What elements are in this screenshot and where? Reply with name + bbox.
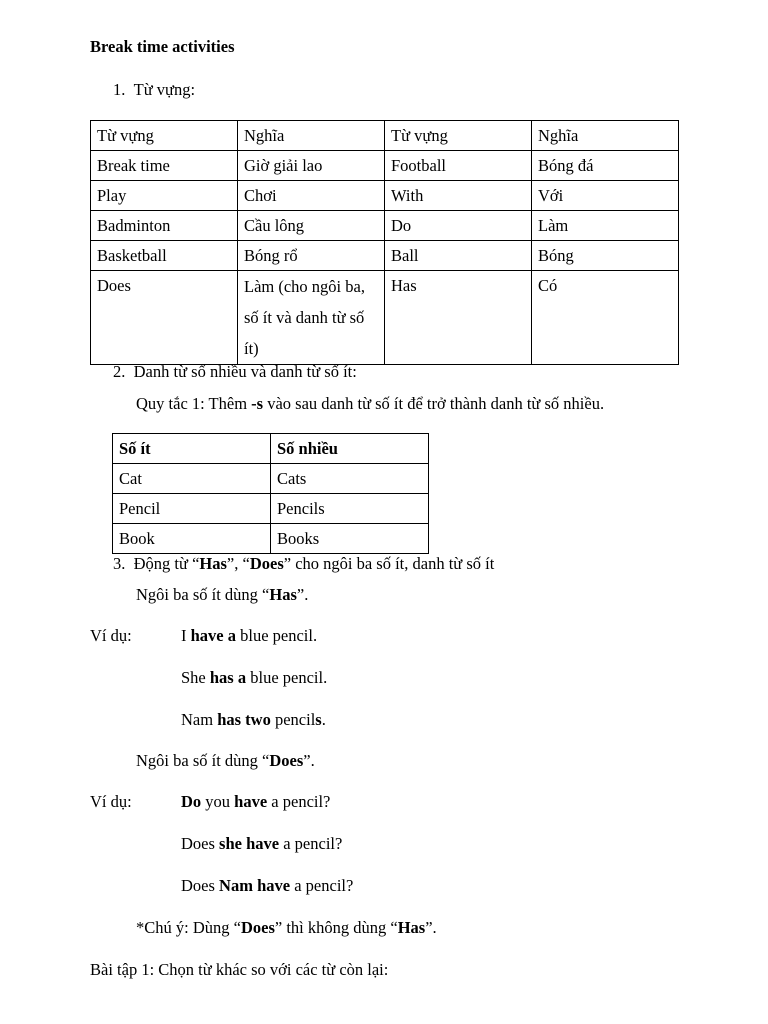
table-cell: Cats	[271, 464, 429, 494]
table-row	[91, 271, 679, 365]
does-rule: Ngôi ba số ít dùng “Does”.	[136, 751, 315, 770]
example-question: Does Nam have a pencil?	[181, 876, 354, 895]
table-cell: Bóng rổ	[238, 241, 385, 271]
table-cell: Làm (cho ngôi ba, số ít và danh từ số ít)	[238, 271, 385, 365]
table-row	[91, 211, 679, 241]
table-cell: Làm	[532, 211, 679, 241]
table-cell: Pencils	[271, 494, 429, 524]
table-row	[91, 181, 679, 211]
table-cell: Giờ giải lao	[238, 151, 385, 181]
table-header-cell: Từ vựng	[385, 121, 532, 151]
example-question: Do you have a pencil?	[181, 792, 331, 811]
table-row	[113, 524, 429, 554]
table-cell: Có	[532, 271, 679, 365]
table-cell: Bóng	[532, 241, 679, 271]
table-cell: Football	[385, 151, 532, 181]
example-sentence: I have a blue pencil.	[181, 626, 318, 645]
table-cell: Cat	[113, 464, 271, 494]
table-header-cell: Số nhiều	[271, 434, 429, 464]
page-title: Break time activities	[90, 37, 235, 56]
example-question: Does she have a pencil?	[181, 834, 343, 853]
table-cell: Books	[271, 524, 429, 554]
section-2-heading: 2. Danh từ số nhiều và danh từ số ít:	[113, 362, 357, 381]
table-cell: Ball	[385, 241, 532, 271]
section-1-heading: 1. Từ vựng:	[113, 80, 196, 99]
example-sentence: Nam has two pencils.	[181, 710, 326, 729]
example-sentence: She has a blue pencil.	[181, 668, 328, 687]
usage-note: *Chú ý: Dùng “Does” thì không dùng “Has”.	[136, 918, 437, 937]
table-row	[113, 464, 429, 494]
table-row	[113, 494, 429, 524]
table-cell: Chơi	[238, 181, 385, 211]
table-cell: Bóng đá	[532, 151, 679, 181]
plural-rule: Quy tắc 1: Thêm -s vào sau danh từ số ít để trở thành danh từ số nhiều.	[136, 394, 605, 413]
example-label: Ví dụ:	[90, 626, 132, 645]
table-cell: Basketball	[91, 241, 238, 271]
table-cell: Has	[385, 271, 532, 365]
table-header-cell: Số ít	[113, 434, 271, 464]
section-3-heading: 3. Động từ “Has”, “Does” cho ngôi ba số ít, danh từ số ít	[113, 554, 495, 573]
table-cell: Cầu lông	[238, 211, 385, 241]
has-rule: Ngôi ba số ít dùng “Has”.	[136, 585, 309, 604]
table-cell: Book	[113, 524, 271, 554]
table-cell: Pencil	[113, 494, 271, 524]
table-cell: With	[385, 181, 532, 211]
table-cell: Break time	[91, 151, 238, 181]
table-header-cell: Từ vựng	[91, 121, 238, 151]
table-row	[91, 241, 679, 271]
exercise-1-heading: Bài tập 1: Chọn từ khác so với các từ còn lại:	[90, 960, 389, 979]
table-cell: Do	[385, 211, 532, 241]
table-cell: Play	[91, 181, 238, 211]
table-row	[91, 151, 679, 181]
table-cell: Với	[532, 181, 679, 211]
table-cell: Does	[91, 271, 238, 365]
plural-table	[112, 433, 429, 554]
table-header-cell: Nghĩa	[238, 121, 385, 151]
table-header-cell: Nghĩa	[532, 121, 679, 151]
table-header-row	[113, 434, 429, 464]
table-header-row	[91, 121, 679, 151]
example-label: Ví dụ:	[90, 792, 132, 811]
vocab-table	[90, 120, 679, 365]
table-cell: Badminton	[91, 211, 238, 241]
